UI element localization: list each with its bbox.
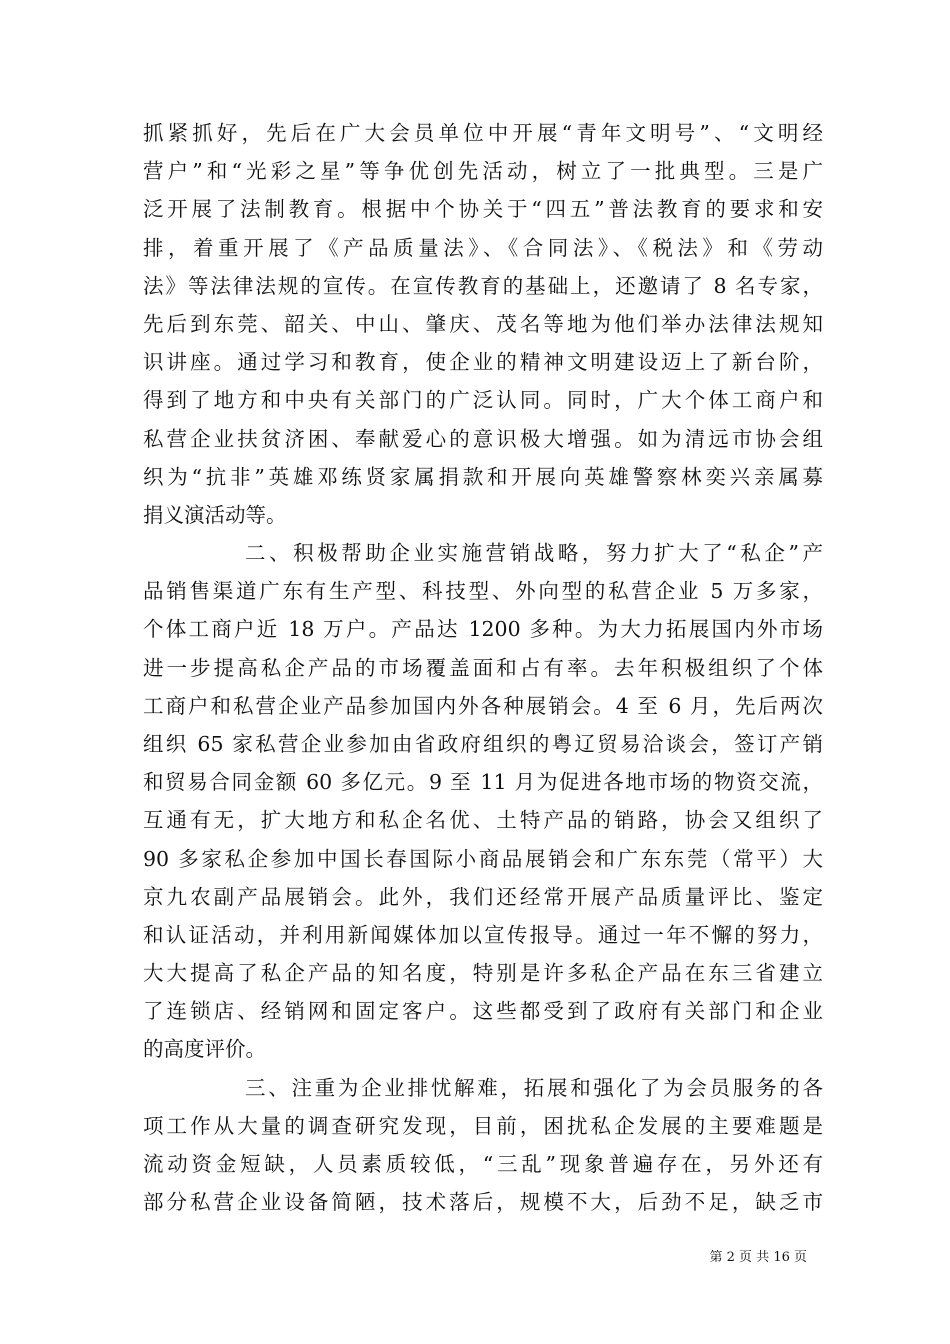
body-text-line: 大大提高了私企产品的知名度，特别是许多私企产品在东三省建立 — [143, 961, 823, 985]
body-text-line: 法》等法律法规的宣传。在宣传教育的基础上，还邀请了 8 名专家， — [143, 274, 823, 298]
body-text-line: 先后到东莞、韶关、中山、肇庆、茂名等地为他们举办法律法规知 — [143, 312, 823, 336]
body-text-line: 项工作从大量的调查研究发现，目前，困扰私企发展的主要难题是 — [143, 1114, 823, 1138]
body-text-line: 营户”和“光彩之星”等争优创先活动，树立了一批典型。三是广 — [143, 159, 823, 183]
body-text-line: 流动资金短缺，人员素质较低，“三乱”现象普遍存在，另外还有 — [143, 1152, 823, 1176]
body-text-line: 品销售渠道广东有生产型、科技型、外向型的私营企业 5 万多家， — [143, 579, 823, 603]
body-text-line: 互通有无，扩大地方和私企名优、土特产品的销路，协会又组织了 — [143, 808, 823, 832]
body-text-line: 部分私营企业设备简陋，技术落后，规模不大，后劲不足，缺乏市 — [143, 1190, 823, 1214]
body-text-line: 了连锁店、经销网和固定客户。这些都受到了政府有关部门和企业 — [143, 999, 823, 1023]
body-text-line: 织为“抗非”英雄邓练贤家属捐款和开展向英雄警察林奕兴亲属募 — [143, 465, 823, 489]
body-text-line: 和认证活动，并利用新闻媒体加以宣传报导。通过一年不懈的努力， — [143, 923, 823, 947]
body-text-line: 得到了地方和中央有关部门的广泛认同。同时，广大个体工商户和 — [143, 388, 823, 412]
body-text-line: 组织 65 家私营企业参加由省政府组织的粤辽贸易洽谈会，签订产销 — [143, 732, 823, 756]
body-text-line: 的高度评价。 — [143, 1037, 266, 1061]
body-text-line: 京九农副产品展销会。此外，我们还经常开展产品质量评比、鉴定 — [143, 885, 823, 909]
paragraph-heading-line: 二、积极帮助企业实施营销战略，努力扩大了“私企”产 — [245, 541, 823, 565]
body-text-line: 私营企业扶贫济困、奉献爱心的意识极大增强。如为清远市协会组 — [143, 427, 823, 451]
paragraph-heading-line: 三、注重为企业排忧解难，拓展和强化了为会员服务的各 — [245, 1076, 823, 1100]
body-text-line: 进一步提高私企产品的市场覆盖面和占有率。去年积极组织了个体 — [143, 656, 823, 680]
page-number-footer: 第 2 页 共 16 页 — [709, 1250, 807, 1265]
body-text-line: 识讲座。通过学习和教育，使企业的精神文明建设迈上了新台阶， — [143, 350, 823, 374]
body-text-line: 和贸易合同金额 60 多亿元。9 至 11 月为促进各地市场的物资交流， — [143, 770, 823, 794]
body-text-line: 个体工商户近 18 万户。产品达 1200 多种。为大力拓展国内外市场 — [143, 617, 823, 641]
body-text-line: 90 多家私企参加中国长春国际小商品展销会和广东东莞（常平）大 — [143, 847, 823, 871]
body-text-line: 捐义演活动等。 — [143, 503, 287, 527]
body-text-line: 工商户和私营企业产品参加国内外各种展销会。4 至 6 月，先后两次 — [143, 694, 823, 718]
body-text-line: 抓紧抓好，先后在广大会员单位中开展“青年文明号”、“文明经 — [143, 121, 823, 145]
body-text-line: 排，着重开展了《产品质量法》、《合同法》、《税法》和《劳动 — [143, 236, 823, 260]
body-text-line: 泛开展了法制教育。根据中个协关于“四五”普法教育的要求和安 — [143, 197, 823, 221]
